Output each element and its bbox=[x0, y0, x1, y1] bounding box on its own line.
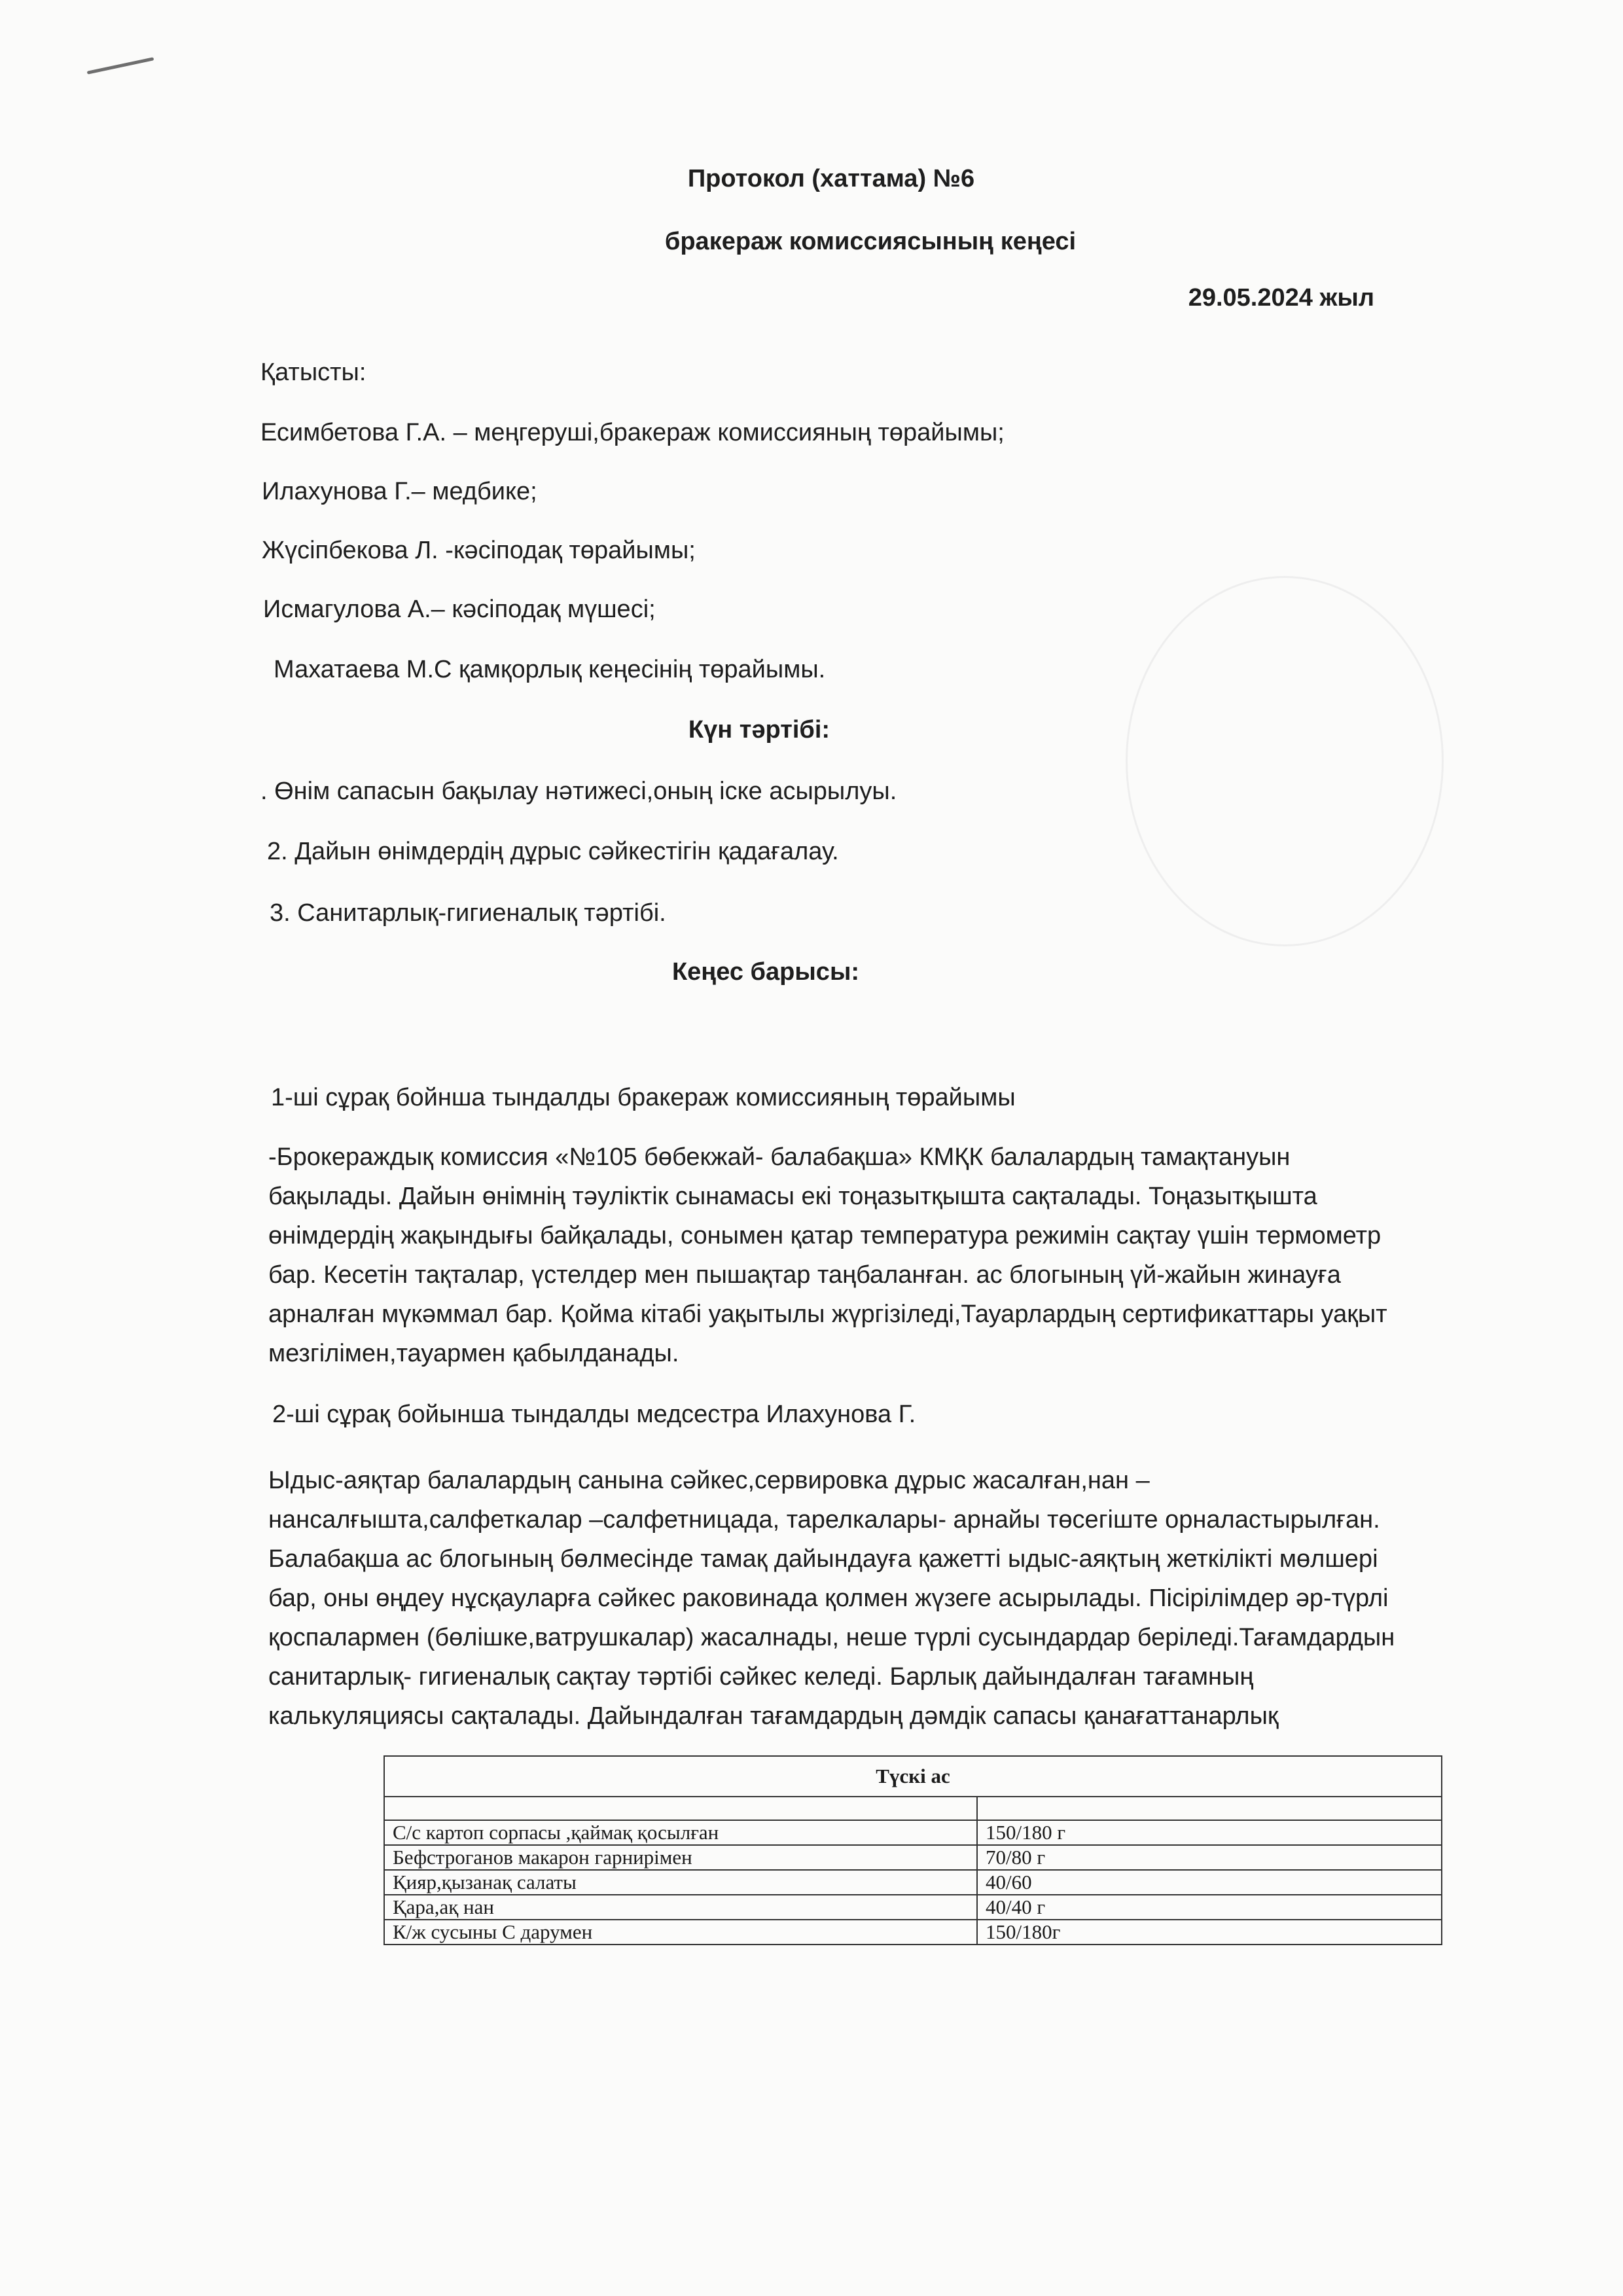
agenda-heading: Күн тәртібі: bbox=[688, 716, 830, 744]
table-row bbox=[384, 1797, 1442, 1820]
table-row bbox=[384, 1920, 1442, 1945]
attendee-line: Махатаева М.С қамқорлық кеңесінің төрайымы. bbox=[274, 656, 826, 683]
paragraph-line: Балабақша ас блогының бөлмесінде тамақ дайындауға қажетті ыдыс-аяқтың жеткілікті мөлшері bbox=[268, 1545, 1378, 1573]
question-2-paragraph bbox=[268, 1461, 1433, 1736]
dish-portion: 70/80 г bbox=[977, 1845, 1442, 1870]
agenda-item: . Өнім сапасын бақылау нәтижесі,оның іске асырылуы. bbox=[260, 778, 897, 805]
paragraph-line: -Брокераждық комиссия «№105 бөбекжай- балабақша» КМҚК балалардың тамақтануын bbox=[268, 1143, 1291, 1171]
dish-name: Қара,ақ нан bbox=[384, 1895, 977, 1920]
dish-portion: 150/180 г bbox=[977, 1820, 1442, 1845]
paragraph-line: мезгілімен,тауармен қабылданады. bbox=[268, 1340, 679, 1367]
question-1-paragraph bbox=[268, 1138, 1433, 1373]
attendee-line: Исмагулова А.– кәсіподақ мүшесі; bbox=[263, 596, 656, 623]
lunch-menu-table bbox=[383, 1755, 1442, 1945]
attendee-line: Илахунова Г.– медбике; bbox=[262, 478, 537, 505]
dish-name: Бефстроганов макарон гарнирімен bbox=[384, 1845, 977, 1870]
paragraph-line: нансалғышта,салфеткалар –салфетницада, тарелкалары- арнайы төсегіште орналастырылған. bbox=[268, 1506, 1380, 1534]
paragraph-line: Ыдыс-аяқтар балалардың санына сәйкес,сервировка дұрыс жасалған,нан – bbox=[268, 1467, 1150, 1494]
table-cell bbox=[384, 1797, 977, 1820]
scan-mark bbox=[87, 57, 154, 75]
table-row bbox=[384, 1895, 1442, 1920]
paragraph-line: бар, оны өңдеу нұсқауларға сәйкес раковинада қолмен жүзеге асырылады. Пісірілімдер әр-түрлі bbox=[268, 1585, 1389, 1612]
question-2-intro: 2-ші сұрақ бойынша тындалды медсестра Илахунова Г. bbox=[272, 1401, 916, 1428]
paragraph-line: арналған мүкәммал бар. Қойма кітабі уақытылы жүргізіледі,Тауарлардың сертификаттары уақыт bbox=[268, 1300, 1387, 1328]
bleed-through-stamp bbox=[1126, 576, 1444, 946]
document-date: 29.05.2024 жыл bbox=[1188, 284, 1374, 312]
proceedings-heading: Кеңес барысы: bbox=[671, 958, 860, 986]
table-row bbox=[384, 1845, 1442, 1870]
attendee-line: Есимбетова Г.А. – меңгеруші,бракераж комиссияның төрайымы; bbox=[260, 419, 1005, 446]
paragraph-line: бақылады. Дайын өнімнің тәуліктік сынамасы екі тоңазытқышта сақталады. Тоңазытқышта bbox=[268, 1183, 1317, 1210]
document-subtitle: бракераж комиссиясының кеңесі bbox=[664, 228, 1077, 255]
attendee-line: Жүсіпбекова Л. -кәсіподақ төрайымы; bbox=[262, 537, 696, 564]
attendees-label: Қатысты: bbox=[260, 359, 366, 386]
table-row bbox=[384, 1820, 1442, 1845]
table-cell bbox=[977, 1797, 1442, 1820]
agenda-item: 2. Дайын өнімдердің дұрыс сәйкестігін қадағалау. bbox=[267, 838, 839, 865]
dish-portion: 40/60 bbox=[977, 1870, 1442, 1895]
paragraph-line: санитарлық- гигиеналық сақтау тәртібі сәйкес келеді. Барлық дайындалған тағамның bbox=[268, 1663, 1254, 1691]
paragraph-line: қоспалармен (бөлішке,ватрушкалар) жасалнады, неше түрлі сусындардар беріледі.Тағамдардын bbox=[268, 1624, 1395, 1651]
dish-name: Қияр,қызанақ салаты bbox=[384, 1870, 977, 1895]
dish-name: С/с картоп сорпасы ,қаймақ қосылған bbox=[384, 1820, 977, 1845]
agenda-item: 3. Санитарлық-гигиеналық тәртібі. bbox=[270, 899, 666, 927]
question-1-intro: 1-ші сұрақ бойнша тындалды бракераж комиссияның төрайымы bbox=[271, 1084, 1016, 1111]
dish-portion: 40/40 г bbox=[977, 1895, 1442, 1920]
dish-name: К/ж сусыны С дарумен bbox=[384, 1920, 977, 1945]
dish-portion: 150/180г bbox=[977, 1920, 1442, 1945]
document-title: Протокол (хаттама) №6 bbox=[687, 165, 975, 192]
table-heading: Түскі ас bbox=[384, 1756, 1442, 1797]
table-header-row bbox=[384, 1756, 1442, 1797]
reverse-side-bleed-through bbox=[249, 157, 1492, 401]
paragraph-line: калькуляциясы сақталады. Дайындалған тағамдардың дәмдік сапасы қанағаттанарлық bbox=[268, 1702, 1279, 1730]
table-row bbox=[384, 1870, 1442, 1895]
paragraph-line: өнімдердің жақындығы байқалады, сонымен қатар температура режимін сақтау үшін термометр bbox=[268, 1222, 1382, 1249]
paragraph-line: бар. Кесетін тақталар, үстелдер мен пышақтар таңбаланған. ас блогының үй-жайын жинауға bbox=[268, 1261, 1341, 1289]
